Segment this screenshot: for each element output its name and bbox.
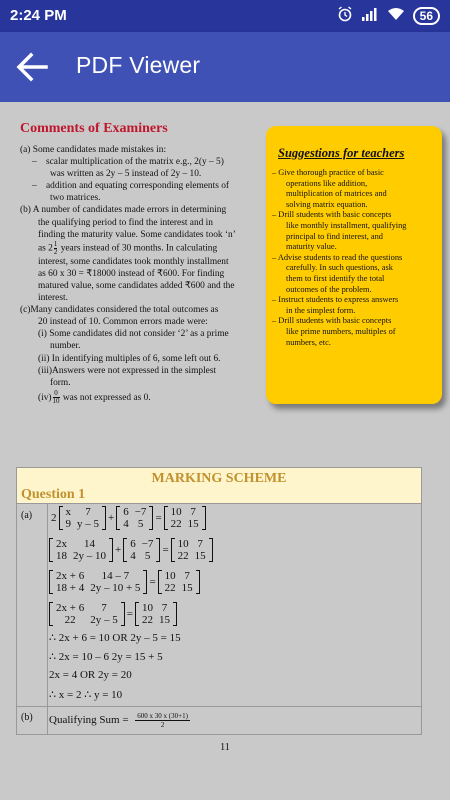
row-divider	[17, 706, 421, 707]
comments-line: (a) Some candidates made mistakes in:	[20, 145, 167, 155]
suggestions-box	[266, 126, 442, 404]
matrix-cell: 6	[130, 538, 136, 550]
comments-line	[20, 156, 252, 168]
matrix-cell: 10	[170, 506, 182, 518]
equation-2	[49, 538, 213, 562]
matrix	[164, 506, 206, 530]
comments-title: Comments of Examiners	[20, 121, 168, 136]
fraction-numerator: 1	[53, 240, 58, 248]
coefficient: 2	[51, 512, 57, 524]
fraction	[135, 712, 190, 729]
matrix-cell: 9	[65, 518, 71, 530]
suggestion-line: principal to find interest, and	[286, 231, 383, 241]
part-a-label: (a)	[21, 510, 33, 521]
wifi-icon	[387, 7, 405, 26]
comments-line: interest, some candidates took monthly installment	[38, 256, 229, 267]
matrix	[49, 570, 147, 594]
equals-sign: =	[126, 608, 133, 620]
matrix	[116, 506, 153, 530]
suggestion-line: – Drill students with basic concepts	[272, 210, 392, 220]
suggestion-line: outcomes of the problem.	[286, 284, 372, 294]
comments-line: (i) Some candidates did not consider ‘2’ as a prime	[38, 329, 229, 340]
matrix	[49, 602, 125, 626]
marking-scheme-table	[16, 467, 422, 735]
equation-1	[49, 506, 206, 530]
matrix-cell: 2y – 10	[73, 550, 106, 562]
suggestion-line: maturity value.	[286, 242, 337, 252]
dash: –	[32, 181, 37, 192]
equals-sign: =	[155, 512, 162, 524]
signal-icon	[361, 7, 379, 26]
equation-3	[49, 570, 200, 594]
comments-line: number.	[50, 341, 81, 352]
comments-line-text: addition and equating corresponding elements of	[46, 181, 230, 192]
app-title: PDF Viewer	[76, 52, 201, 78]
alarm-icon	[337, 6, 353, 27]
matrix-cell: 7	[85, 506, 91, 518]
matrix-cell: 22	[141, 614, 153, 626]
matrix-cell: 10	[141, 602, 153, 614]
suggestion-line: carefully. In such questions, ask	[286, 263, 393, 273]
comments-line: two matrices.	[50, 193, 101, 204]
fraction-denominator: 2	[53, 247, 58, 256]
comments-line-text: (iv)	[38, 392, 52, 403]
equals-sign: =	[162, 544, 169, 556]
matrix-cell: 14	[84, 538, 95, 550]
comments-line-text: years instead of 30 months. In calculating	[58, 243, 218, 254]
comments-line: (ii) In identifying multiples of 6, some left out 6.	[38, 353, 221, 364]
matrix-cell: 2y – 5	[90, 614, 118, 626]
matrix	[135, 602, 177, 626]
matrix-cell: 18 + 4	[56, 582, 85, 594]
matrix-cell: 7	[197, 538, 203, 550]
matrix-cell: 18	[56, 550, 67, 562]
matrix-cell: −7	[134, 506, 147, 518]
equation-4	[49, 602, 177, 626]
comments-line: matured value, some candidates added ₹600 and the	[38, 280, 235, 291]
matrix-cell: 15	[194, 550, 206, 562]
matrix-cell: 2x + 6	[56, 602, 85, 614]
matrix-cell: 2x + 6	[56, 570, 85, 582]
matrix-cell: 7	[161, 602, 168, 614]
matrix-cell: 4	[130, 550, 136, 562]
suggestion-line: – Give thorough practice of basic	[272, 168, 384, 177]
comments-line: (iii)Answers were not expressed in the simplest	[38, 365, 217, 376]
status-time: 2:24 PM	[10, 7, 67, 24]
matrix-cell: 10	[164, 570, 176, 582]
matrix-cell: 7	[184, 570, 190, 582]
dash: –	[32, 157, 37, 168]
qualifying-sum	[49, 712, 190, 729]
matrix-cell: 22	[164, 582, 176, 594]
matrix	[158, 570, 200, 594]
suggestion-line: like monthly installment, qualifying	[286, 220, 407, 230]
fraction	[54, 241, 58, 256]
status-bar	[0, 0, 450, 32]
matrix-cell: 6	[123, 506, 129, 518]
matrix-cell: 15	[158, 614, 170, 626]
suggestion-line: in the simplest form.	[286, 305, 356, 315]
comments-line: finding the maturity value. Some candidates took ‘n’	[38, 229, 236, 240]
arrow-left-icon	[14, 49, 50, 85]
suggestion-line: – Drill students with basic concepts	[272, 316, 392, 326]
column-divider	[47, 504, 48, 734]
matrix-cell: 5	[144, 550, 151, 562]
equation-line: ∴ 2x = 10 – 6 2y = 15 + 5	[49, 651, 163, 663]
marking-scheme-title: MARKING SCHEME	[151, 471, 287, 486]
matrix	[59, 506, 107, 530]
suggestion-line: – Advise students to read the questions	[272, 252, 403, 262]
suggestion-line: numbers, etc.	[286, 337, 331, 347]
matrix-cell: 7	[190, 506, 196, 518]
fraction-numerator: 0	[54, 389, 58, 398]
comments-line: (c)Many candidates considered the total outcomes as	[20, 305, 219, 316]
battery-icon: 56	[413, 7, 440, 25]
matrix-cell: x	[65, 506, 71, 518]
fraction-denominator: 2	[160, 721, 165, 729]
comments-line	[20, 180, 252, 192]
equals-sign: =	[149, 576, 156, 588]
matrix-cell: 22	[177, 550, 189, 562]
matrix-cell: 14 – 7	[101, 570, 130, 582]
comments-line: was written as 2y – 5 instead of 2y – 10.	[50, 169, 202, 180]
matrix	[171, 538, 213, 562]
fraction	[53, 390, 60, 405]
fraction-denominator: 10	[52, 397, 60, 406]
suggestion-line: like prime numbers, multiples of	[286, 326, 396, 336]
matrix-cell: 5	[137, 518, 144, 530]
comments-line	[20, 389, 252, 407]
suggestion-line: solving matrix equation.	[286, 199, 368, 209]
suggestions-list	[272, 168, 436, 348]
matrix-cell: 22	[64, 614, 76, 626]
matrix-cell: 2y – 10 + 5	[90, 582, 141, 594]
matrix	[49, 538, 113, 562]
matrix-cell: y – 5	[77, 518, 99, 530]
comments-line-text: as 2	[38, 243, 53, 254]
status-icons	[337, 6, 440, 26]
equation-line: ∴ x = 2 ∴ y = 10	[49, 689, 123, 701]
matrix-cell: 4	[123, 518, 129, 530]
comments-line: 20 instead of 10. Common errors made were:	[38, 317, 208, 328]
suggestion-line: multiplication of matrices and	[286, 189, 387, 199]
page-number: 11	[220, 742, 230, 753]
marking-scheme-header	[17, 468, 421, 504]
comments-line: as 60 x 30 = ₹18000 instead of ₹600. For finding	[38, 268, 225, 279]
part-b-label: (b)	[21, 712, 33, 723]
comments-line: (b) A number of candidates made errors in determining	[20, 205, 227, 216]
back-button[interactable]	[14, 49, 54, 85]
plus-sign: +	[115, 544, 122, 556]
matrix-cell: 15	[187, 518, 199, 530]
suggestions-title: Suggestions for teachers	[278, 146, 405, 160]
plus-sign: +	[108, 512, 115, 524]
matrix-cell: 15	[181, 582, 193, 594]
qualifying-sum-label: Qualifying Sum =	[49, 714, 132, 727]
suggestion-line: them to first identify the total	[286, 273, 385, 283]
equation-line: 2x = 4 OR 2y = 20	[49, 669, 132, 681]
question-label: Question 1	[21, 487, 86, 502]
comments-line	[20, 241, 252, 256]
matrix-cell: 7	[101, 602, 107, 614]
pdf-page[interactable]	[0, 102, 450, 800]
matrix-cell: 2x	[56, 538, 67, 550]
comments-line-text: was not expressed as 0.	[60, 392, 151, 403]
comments-line-text: scalar multiplication of the matrix e.g., 2(y – 5)	[46, 157, 224, 168]
app-bar	[0, 32, 450, 102]
matrix-cell: 10	[177, 538, 189, 550]
suggestion-line: operations like addition,	[286, 178, 368, 188]
comments-text	[20, 144, 252, 407]
equation-line: ∴ 2x + 6 = 10 OR 2y – 5 = 15	[49, 632, 181, 644]
fraction-numerator: 600 x 30 x (30+1)	[137, 712, 188, 720]
comments-line: interest.	[38, 293, 68, 304]
comments-line: form.	[50, 377, 71, 388]
matrix-cell: 22	[170, 518, 182, 530]
matrix	[123, 538, 160, 562]
comments-line: the qualifying period to find the interest and in	[38, 217, 213, 228]
matrix-cell: −7	[141, 538, 154, 550]
suggestion-line: – Instruct students to express answers	[272, 295, 399, 305]
